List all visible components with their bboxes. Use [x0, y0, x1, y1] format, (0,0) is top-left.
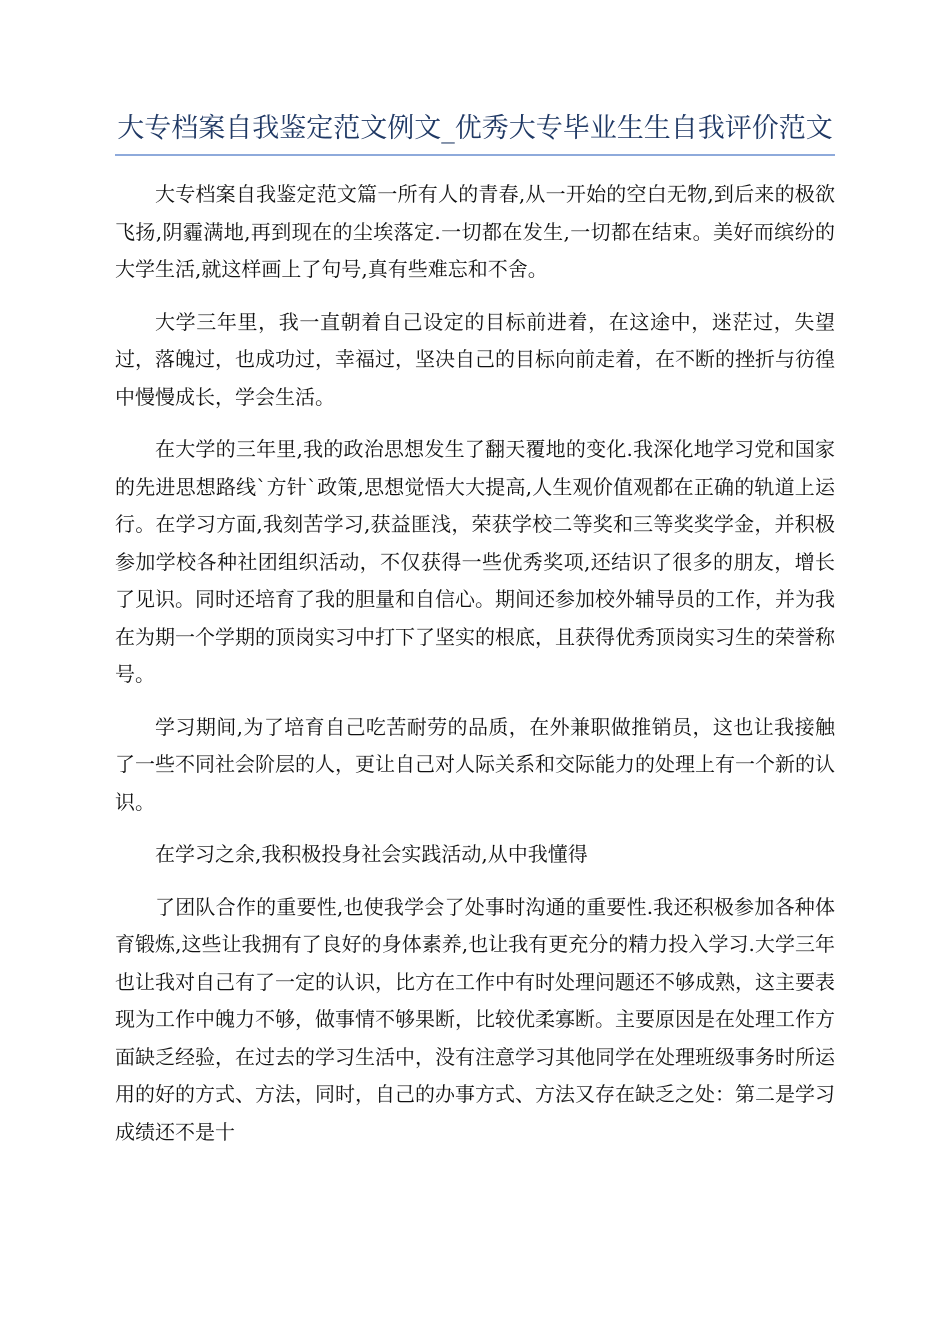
- paragraph-6: 了团队合作的重要性,也使我学会了处事时沟通的重要性.我还积极参加各种体育锻炼,这些让我拥有了良好的身体素养,也让我有更充分的精力投入学习.大学三年也让我对自己有了一定的认识，比方在工作中有时处理问题还不够成熟，这主要表现为工作中魄力不够，做事情不够果断，比较优柔寡断。主要原因是在处理工作方面缺乏经验，在过去的学习生活中，没有注意学习其他同学在处理班级事务时所运用的好的方式、方法，同时，自己的办事方式、方法又存在缺乏之处：第二是学习成绩还不是十: [115, 894, 835, 1144]
- paragraph-3: 在大学的三年里,我的政治思想发生了翻天覆地的变化.我深化地学习党和国家的先进思想路线`方针`政策,思想觉悟大大提高,人生观价值观都在正确的轨道上运行。在学习方面,我刻苦学习,获益匪浅，荣获学校二等奖和三等奖奖学金，并积极参加学校各种社团组织活动，不仅获得一些优秀奖项,还结识了很多的朋友，增长了见识。同时还培育了我的胆量和自信心。期间还参加校外辅导员的工作，并为我在为期一个学期的顶岗实习中打下了坚实的根底，且获得优秀顶岗实习生的荣誉称号。: [115, 437, 835, 686]
- paragraph-5: 在学习之余,我积极投身社会实践活动,从中我懂得: [155, 842, 588, 866]
- paragraph-4: 学习期间,为了培育自己吃苦耐劳的品质，在外兼职做推销员，这也让我接触了一些不同社会阶层的人，更让自己对人际关系和交际能力的处理上有一个新的认识。: [115, 714, 835, 814]
- paragraph-2: 大学三年里，我一直朝着自己设定的目标前进着，在这途中，迷茫过，失望过，落魄过，也成功过，幸福过，坚决自己的目标向前走着，在不断的挫折与彷徨中慢慢成长，学会生活。: [115, 309, 835, 409]
- paragraph-1: 大专档案自我鉴定范文篇一所有人的青春,从一开始的空白无物,到后来的极欲飞扬,阴霾满地,再到现在的尘埃落定.一切都在发生,一切都在结束。美好而缤纷的大学生活,就这样画上了句号,真有些难忘和不舍。: [115, 182, 835, 281]
- document-body: [115, 176, 835, 1151]
- document-page: [115, 110, 835, 1166]
- document-title: 大专档案自我鉴定范文例文_优秀大专毕业生生自我评价范文: [115, 110, 835, 156]
